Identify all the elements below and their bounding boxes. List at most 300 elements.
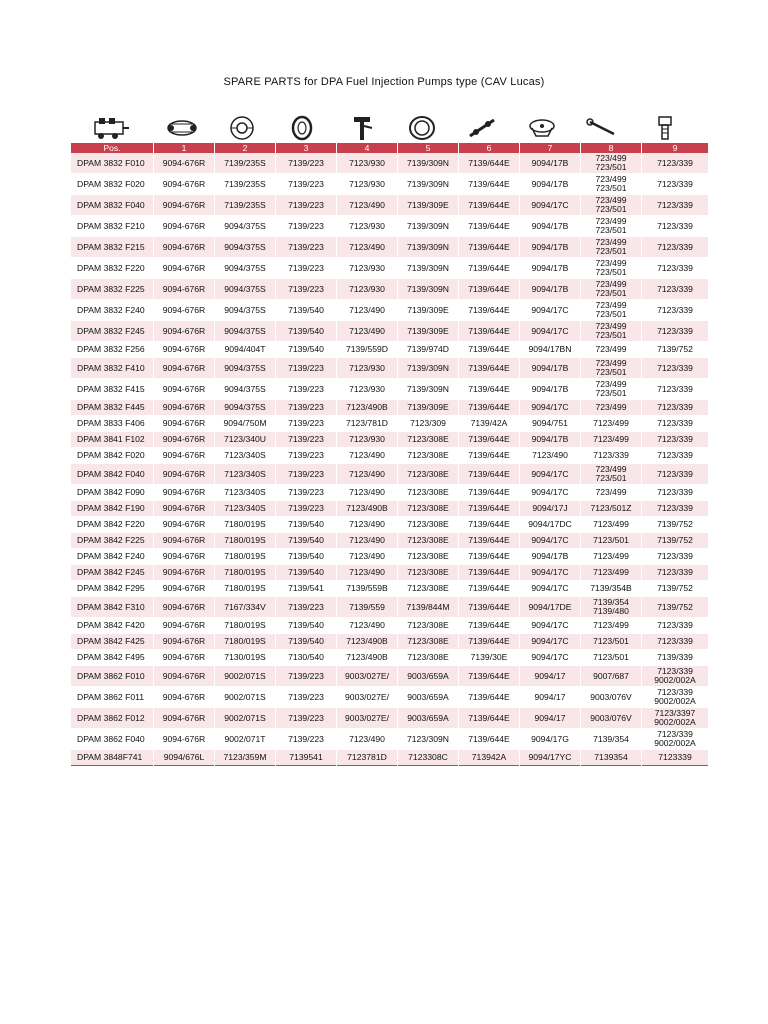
cell-part-2: 9002/071S [215,687,275,708]
cell-part-8: 7123/501 [581,533,641,549]
cell-part-7: 9094/17B [520,549,580,565]
cell-part-5: 9003/659A [398,666,458,687]
cell-part-3: 7139/223 [276,358,336,379]
cell-part-6: 7139/644E [459,300,519,321]
cell-part-4: 7123/930 [337,153,397,174]
cell-part-5: 7139/309N [398,379,458,400]
cell-part-4: 7123/490 [337,618,397,634]
cell-part-7: 9094/17B [520,358,580,379]
cell-pos: DPAM 3842 F240 [71,549,153,565]
cell-part-2: 7123/340U [215,432,275,448]
cell-part-9: 7123/339 [642,618,708,634]
cell-part-1: 9094-676R [154,237,214,258]
cell-part-4: 7123781D [337,750,397,766]
table-row [71,533,708,549]
cell-part-5: 7139/309E [398,300,458,321]
cell-part-5: 7123/308E [398,565,458,581]
cell-part-3: 7139/540 [276,565,336,581]
cell-part-1: 9094-676R [154,321,214,342]
cell-part-7: 9094/17B [520,258,580,279]
bearing-ring-icon [392,110,452,146]
cell-part-4: 7123/490 [337,549,397,565]
cell-part-5: 7139/309N [398,174,458,195]
cell-part-3: 7139/223 [276,464,336,485]
cell-part-6: 7139/644E [459,708,519,729]
drive-shaft-icon [332,110,392,146]
cell-part-9: 7123/339 [642,416,708,432]
table-row [71,237,708,258]
gasket-valve-icon [512,110,572,146]
cell-part-3: 7139/223 [276,174,336,195]
cell-part-6: 7139/644E [459,195,519,216]
cell-part-8: 723/499 723/501 [581,379,641,400]
cell-pos: DPAM 3833 F406 [71,416,153,432]
cell-part-8: 7123/499 [581,432,641,448]
cell-part-8: 723/499 723/501 [581,195,641,216]
cell-part-7: 9094/17C [520,321,580,342]
cell-pos: DPAM 3842 F425 [71,634,153,650]
cell-part-4: 7139/559B [337,581,397,597]
governor-arm-icon [452,110,512,146]
cell-part-8: 723/499 723/501 [581,464,641,485]
cell-part-5: 7123/308E [398,549,458,565]
cell-part-7: 7123/490 [520,448,580,464]
cell-part-7: 9094/17B [520,379,580,400]
cell-part-7: 9094/17C [520,400,580,416]
cell-part-5: 7123/308E [398,581,458,597]
cell-part-9: 7123/3397 9002/002A [642,708,708,729]
cell-part-4: 7139/559D [337,342,397,358]
cell-part-6: 7139/30E [459,650,519,666]
cell-part-6: 7139/644E [459,565,519,581]
cell-part-3: 7139/540 [276,549,336,565]
cell-part-8: 723/499 723/501 [581,174,641,195]
cell-part-5: 7123308C [398,750,458,766]
cell-part-8: 723/499 723/501 [581,153,641,174]
cell-part-9: 7123/339 [642,464,708,485]
cell-part-2: 9002/071S [215,666,275,687]
header-col-2: 2 [215,143,275,153]
cell-part-3: 7139/223 [276,153,336,174]
cell-part-3: 7139/223 [276,501,336,517]
table-row [71,485,708,501]
cell-part-7: 9094/17C [520,634,580,650]
cell-part-3: 7139/540 [276,517,336,533]
cell-part-2: 7180/019S [215,565,275,581]
cell-part-4: 7123/490 [337,237,397,258]
cell-part-4: 9003/027E/ [337,708,397,729]
cell-part-9: 7123/339 [642,279,708,300]
cell-part-2: 7167/334V [215,597,275,618]
cell-part-5: 7123/309 [398,416,458,432]
cell-part-6: 7139/644E [459,279,519,300]
cell-part-4: 9003/027E/ [337,687,397,708]
cell-part-7: 9094/17B [520,216,580,237]
cell-part-3: 7139/223 [276,597,336,618]
cell-part-6: 7139/644E [459,432,519,448]
cell-part-5: 7123/308E [398,485,458,501]
cell-part-9: 7123/339 [642,300,708,321]
cell-part-2: 7130/019S [215,650,275,666]
cell-part-5: 7139/309N [398,279,458,300]
cell-part-7: 9094/17C [520,650,580,666]
cell-part-7: 9094/17 [520,708,580,729]
cell-part-4: 9003/027E/ [337,666,397,687]
cell-part-6: 7139/644E [459,634,519,650]
rotor-icon [212,110,272,146]
cell-part-2: 7123/340S [215,501,275,517]
table-row [71,432,708,448]
cell-part-9: 7123/339 [642,379,708,400]
cell-part-4: 7123/930 [337,258,397,279]
cell-part-2: 7180/019S [215,517,275,533]
cell-part-5: 7139/309N [398,216,458,237]
cell-part-2: 7123/340S [215,448,275,464]
cell-part-2: 7139/235S [215,174,275,195]
cell-part-5: 7139/309N [398,358,458,379]
cell-part-6: 7139/644E [459,581,519,597]
header-col-7: 7 [520,143,580,153]
table-row [71,448,708,464]
cell-part-2: 7180/019S [215,581,275,597]
cell-part-7: 9094/17C [520,581,580,597]
cell-part-4: 7123/490 [337,448,397,464]
cell-part-6: 7139/644E [459,400,519,416]
cell-part-9: 7123/339 [642,400,708,416]
cell-pos: DPAM 3842 F295 [71,581,153,597]
cell-part-8: 723/499 723/501 [581,258,641,279]
cell-part-9: 7123/339 [642,195,708,216]
cell-part-8: 723/499 723/501 [581,237,641,258]
cell-part-4: 7123/490B [337,501,397,517]
cell-part-1: 9094-676R [154,216,214,237]
table-row [71,750,708,766]
cell-part-3: 7139/540 [276,342,336,358]
cell-part-9: 7123/339 [642,153,708,174]
cell-part-1: 9094-676R [154,501,214,517]
cell-part-7: 9094/17C [520,618,580,634]
cell-part-7: 9094/17C [520,300,580,321]
cell-part-8: 9003/076V [581,708,641,729]
table-row [71,517,708,533]
cell-part-6: 7139/644E [459,258,519,279]
cell-part-1: 9094-676R [154,342,214,358]
cell-part-3: 7139/223 [276,448,336,464]
cell-part-1: 9094-676R [154,729,214,750]
table-header-row [71,143,708,153]
cell-part-5: 7123/308E [398,618,458,634]
pump-head-icon [152,110,212,146]
cell-part-2: 9002/071T [215,729,275,750]
cell-part-2: 9094/750M [215,416,275,432]
cell-part-1: 9094-676R [154,300,214,321]
cell-part-4: 7123/490 [337,485,397,501]
cell-part-6: 7139/644E [459,618,519,634]
cell-pos: DPAM 3832 F010 [71,153,153,174]
cell-part-2: 9094/375S [215,379,275,400]
cell-part-9: 7123/339 [642,321,708,342]
cell-part-7: 9094/17C [520,533,580,549]
cell-part-1: 9094-676R [154,666,214,687]
cell-part-7: 9094/17C [520,195,580,216]
cell-pos: DPAM 3862 F010 [71,666,153,687]
cell-part-4: 7123/781D [337,416,397,432]
table-row [71,687,708,708]
cell-part-8: 723/499 723/501 [581,279,641,300]
cell-pos: DPAM 3832 F415 [71,379,153,400]
cell-part-4: 7123/490 [337,533,397,549]
cell-part-2: 9094/375S [215,358,275,379]
cell-part-9: 7123/339 [642,549,708,565]
cell-part-1: 9094-676R [154,174,214,195]
cell-part-1: 9094-676R [154,379,214,400]
cell-part-4: 7123/490 [337,729,397,750]
cell-part-3: 7139/223 [276,216,336,237]
cell-part-6: 7139/644E [459,687,519,708]
table-row [71,501,708,517]
cell-part-7: 9094/17DC [520,517,580,533]
cell-part-7: 9094/17YC [520,750,580,766]
cell-part-2: 9002/071S [215,708,275,729]
cell-part-7: 9094/17C [520,565,580,581]
cell-part-9: 7139/752 [642,533,708,549]
cell-part-3: 7139/223 [276,237,336,258]
cell-part-3: 7139541 [276,750,336,766]
cell-part-2: 9094/375S [215,321,275,342]
cell-pos: DPAM 3832 F410 [71,358,153,379]
cell-part-2: 7180/019S [215,549,275,565]
cell-pos: DPAM 3842 F310 [71,597,153,618]
cell-part-6: 7139/644E [459,517,519,533]
table-row [71,581,708,597]
cell-part-7: 9094/17B [520,174,580,195]
table-row [71,216,708,237]
table-row [71,174,708,195]
cell-part-5: 7123/308E [398,533,458,549]
cell-part-1: 9094-676R [154,517,214,533]
cell-part-8: 723/499 [581,485,641,501]
cell-part-2: 9094/375S [215,258,275,279]
cell-part-2: 9094/404T [215,342,275,358]
cell-part-5: 7139/309E [398,400,458,416]
cell-part-1: 9094-676R [154,565,214,581]
cell-part-9: 7123/339 [642,565,708,581]
cell-part-3: 7130/540 [276,650,336,666]
table-row [71,464,708,485]
cell-part-4: 7123/490B [337,650,397,666]
cell-part-1: 9094-676R [154,708,214,729]
table-row [71,300,708,321]
table-row [71,379,708,400]
cell-part-5: 7123/308E [398,501,458,517]
cell-part-3: 7139/541 [276,581,336,597]
page-title: SPARE PARTS for DPA Fuel Injection Pumps type (CAV Lucas) [223,76,545,88]
spare-parts-table [70,143,709,766]
cell-part-1: 9094-676R [154,153,214,174]
cell-part-6: 713942A [459,750,519,766]
cell-pos: DPAM 3862 F011 [71,687,153,708]
cell-part-9: 7123/339 [642,237,708,258]
cell-part-3: 7139/223 [276,258,336,279]
spring-pin-icon [572,110,632,146]
cell-part-2: 7123/359M [215,750,275,766]
cell-pos: DPAM 3842 F225 [71,533,153,549]
part-icons-row [70,110,698,146]
cell-part-7: 9094/17J [520,501,580,517]
cell-part-2: 7139/235S [215,153,275,174]
cell-part-5: 7139/844M [398,597,458,618]
cell-part-9: 7123/339 [642,358,708,379]
cell-part-1: 9094-676R [154,279,214,300]
cell-part-1: 9094-676R [154,597,214,618]
cell-part-8: 7139354 [581,750,641,766]
cell-part-1: 9094-676R [154,634,214,650]
cell-part-1: 9094-676R [154,618,214,634]
cell-pos: DPAM 3842 F090 [71,485,153,501]
table-row [71,729,708,750]
cell-part-7: 9094/17BN [520,342,580,358]
cell-part-3: 7139/223 [276,687,336,708]
cell-part-9: 7123/339 9002/002A [642,729,708,750]
cell-part-4: 7139/559 [337,597,397,618]
cell-part-5: 7139/309N [398,237,458,258]
cell-part-7: 9094/17G [520,729,580,750]
cell-pos: DPAM 3832 F210 [71,216,153,237]
cell-part-8: 7139/354B [581,581,641,597]
cell-part-8: 7123/499 [581,618,641,634]
cell-part-9: 7123/339 [642,258,708,279]
table-row [71,358,708,379]
cell-part-5: 7139/309E [398,321,458,342]
cell-part-9: 7123/339 [642,448,708,464]
table-row [71,400,708,416]
cell-part-2: 9094/375S [215,300,275,321]
cell-part-3: 7139/223 [276,666,336,687]
cell-part-8: 7123/501 [581,634,641,650]
table-row [71,321,708,342]
cell-pos: DPAM 3842 F420 [71,618,153,634]
header-pos: Pos. [71,143,153,153]
cell-part-8: 9007/687 [581,666,641,687]
cell-part-4: 7123/490B [337,634,397,650]
cell-part-8: 7123/501 [581,650,641,666]
cell-part-6: 7139/644E [459,485,519,501]
cell-part-6: 7139/644E [459,464,519,485]
cell-part-4: 7123/490 [337,321,397,342]
table-row [71,195,708,216]
cell-part-2: 7180/019S [215,634,275,650]
cell-part-3: 7139/540 [276,634,336,650]
cell-part-5: 7123/308E [398,432,458,448]
cell-part-7: 9094/17 [520,666,580,687]
cell-part-9: 7139/752 [642,517,708,533]
cell-part-6: 7139/644E [459,533,519,549]
cell-part-4: 7123/930 [337,174,397,195]
table-row [71,258,708,279]
cell-part-5: 9003/659A [398,708,458,729]
cell-pos: DPAM 3832 F020 [71,174,153,195]
cell-part-8: 723/499 723/501 [581,321,641,342]
cell-part-5: 7123/308E [398,634,458,650]
cell-part-3: 7139/223 [276,379,336,400]
cell-part-3: 7139/223 [276,432,336,448]
cell-part-3: 7139/223 [276,195,336,216]
cell-part-7: 9094/17B [520,237,580,258]
cell-part-8: 7123/339 [581,448,641,464]
cell-part-3: 7139/540 [276,533,336,549]
table-row [71,416,708,432]
cell-pos: DPAM 3832 F220 [71,258,153,279]
cell-part-4: 7123/490 [337,195,397,216]
cell-part-5: 7139/309N [398,258,458,279]
cell-part-1: 9094-676R [154,358,214,379]
cell-part-6: 7139/644E [459,597,519,618]
cell-pos: DPAM 3862 F012 [71,708,153,729]
cell-part-5: 7123/308E [398,517,458,533]
cell-part-7: 9094/17B [520,432,580,448]
cell-part-2: 7139/235S [215,195,275,216]
cell-part-7: 9094/17C [520,485,580,501]
table-row [71,549,708,565]
cell-part-9: 7123/339 [642,485,708,501]
cell-part-4: 7123/490 [337,517,397,533]
cell-part-9: 7139/752 [642,581,708,597]
cell-part-8: 7123/499 [581,549,641,565]
cell-part-1: 9094-676R [154,687,214,708]
cell-part-1: 9094-676R [154,464,214,485]
cell-part-5: 7123/309N [398,729,458,750]
cell-part-1: 9094-676R [154,533,214,549]
header-col-6: 6 [459,143,519,153]
cell-pos: DPAM 3832 F256 [71,342,153,358]
cell-part-1: 9094-676R [154,549,214,565]
cell-part-6: 7139/644E [459,153,519,174]
table-row [71,634,708,650]
cell-pos: DPAM 3832 F225 [71,279,153,300]
cell-part-3: 7139/223 [276,729,336,750]
cell-part-9: 7123/339 [642,634,708,650]
cell-part-3: 7139/223 [276,708,336,729]
cell-part-6: 7139/644E [459,549,519,565]
cell-pos: DPAM 3842 F190 [71,501,153,517]
cell-part-8: 723/499 723/501 [581,358,641,379]
cell-part-8: 9003/076V [581,687,641,708]
cell-part-3: 7139/223 [276,279,336,300]
table-row [71,708,708,729]
header-col-5: 5 [398,143,458,153]
bolt-icon [632,110,698,146]
table-row [71,153,708,174]
table-row [71,618,708,634]
header-col-8: 8 [581,143,641,153]
cell-part-4: 7123/490 [337,300,397,321]
cell-pos: DPAM 3842 F245 [71,565,153,581]
cell-part-4: 7123/930 [337,279,397,300]
cell-part-1: 9094-676R [154,416,214,432]
cell-part-4: 7123/490 [337,464,397,485]
cell-part-6: 7139/644E [459,448,519,464]
cell-part-8: 723/499 [581,342,641,358]
cell-part-3: 7139/540 [276,300,336,321]
cell-pos: DPAM 3841 F102 [71,432,153,448]
table-body [71,153,708,766]
cell-part-7: 9094/17B [520,279,580,300]
cell-part-9: 7123/339 [642,174,708,195]
cell-part-8: 7123/499 [581,565,641,581]
cell-part-7: 9094/751 [520,416,580,432]
cell-part-7: 9094/17DE [520,597,580,618]
cell-pos: DPAM 3832 F240 [71,300,153,321]
